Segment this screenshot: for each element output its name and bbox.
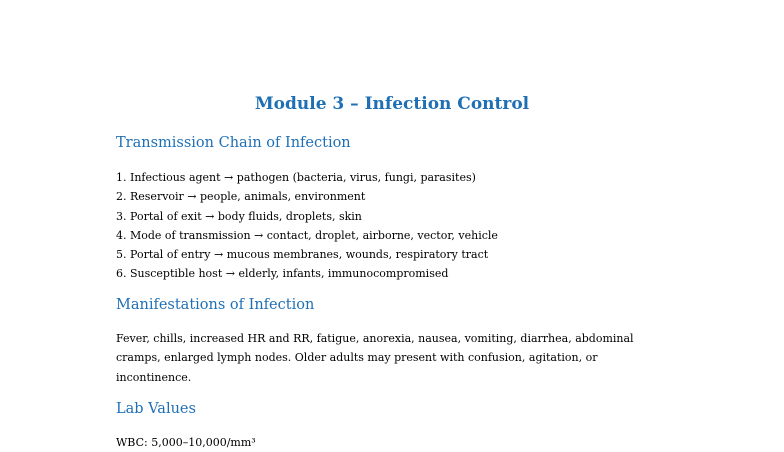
section-heading-lab-values: Lab Values xyxy=(116,401,196,417)
manifestations-paragraph xyxy=(116,329,676,387)
document-title: Module 3 – Infection Control xyxy=(254,94,530,114)
lab-values-partial-line: WBC: 5,000–10,000/mm³ xyxy=(116,436,256,449)
list-item: 6. Susceptible host → elderly, infants, immunocompromised xyxy=(116,267,449,281)
section-heading-manifestations: Manifestations of Infection xyxy=(116,297,315,313)
list-item: 3. Portal of exit → body fluids, droplets, skin xyxy=(116,209,362,223)
list-item: 1. Infectious agent → pathogen (bacteria, virus, fungi, parasites) xyxy=(116,171,476,184)
section-heading-transmission-chain: Transmission Chain of Infection xyxy=(116,135,351,151)
list-item: 4. Mode of transmission → contact, droplet, airborne, vector, vehicle xyxy=(116,228,498,242)
list-item: 5. Portal of entry → mucous membranes, wounds, respiratory tract xyxy=(116,248,489,262)
paragraph-line: cramps, enlarged lymph nodes. Older adults may present with confusion, agitation, or xyxy=(116,351,598,365)
transmission-chain-list xyxy=(116,168,498,284)
paragraph-line: Fever, chills, increased HR and RR, fatigue, anorexia, nausea, vomiting, diarrhea, abdominal xyxy=(116,332,634,345)
paragraph-line: incontinence. xyxy=(116,370,192,384)
list-item: 2. Reservoir → people, animals, environment xyxy=(116,190,366,204)
